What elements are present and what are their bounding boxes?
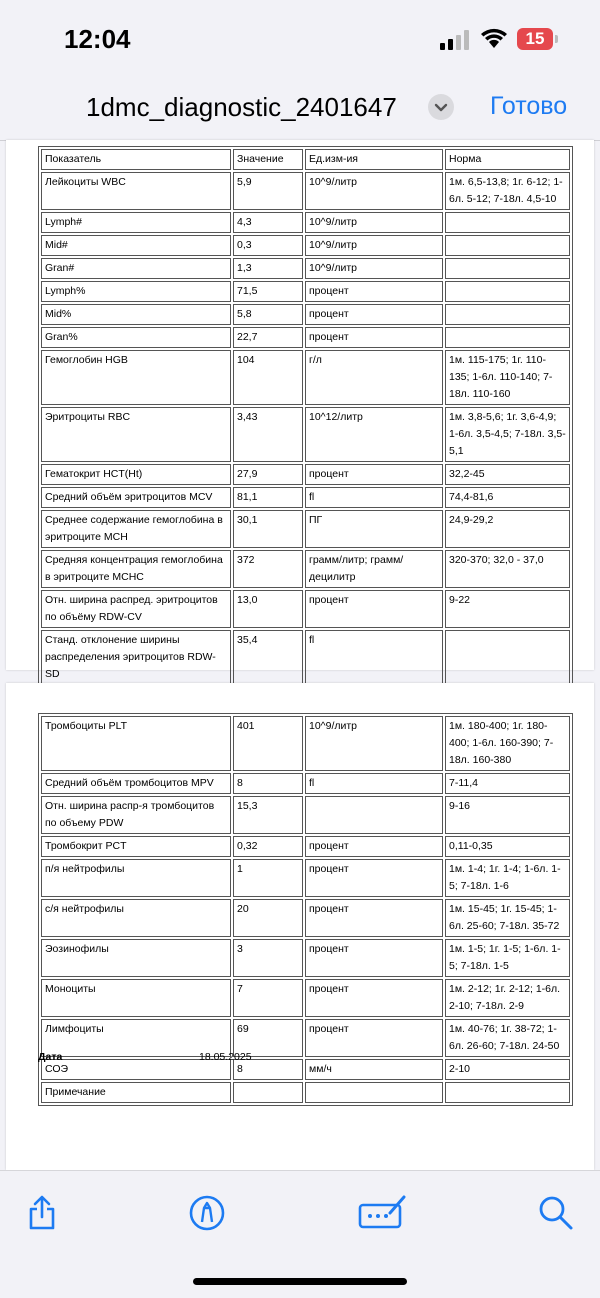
value-cell: 71,5 <box>233 281 303 302</box>
table-row <box>41 1082 570 1103</box>
norm-cell <box>445 327 570 348</box>
unit-cell: 10^12/литр <box>305 407 443 462</box>
value-cell: 69 <box>233 1019 303 1057</box>
norm-cell: 1м. 180-400; 1г. 180-400; 1-6л. 160-390; 7-18л. 160-380 <box>445 716 570 771</box>
norm-cell: 24,9-29,2 <box>445 510 570 548</box>
unit-cell: процент <box>305 859 443 897</box>
norm-cell <box>445 630 570 685</box>
unit-cell: процент <box>305 304 443 325</box>
table-row <box>41 836 570 857</box>
value-cell: 8 <box>233 773 303 794</box>
column-header: Ед.изм-ия <box>305 149 443 170</box>
indicator-cell: Mid% <box>41 304 231 325</box>
table-row <box>41 407 570 462</box>
indicator-cell: Лимфоциты <box>41 1019 231 1057</box>
indicator-cell: Тромбоциты PLT <box>41 716 231 771</box>
norm-cell: 2-10 <box>445 1059 570 1080</box>
table-row <box>41 510 570 548</box>
search-icon[interactable] <box>536 1193 576 1233</box>
date-label: Дата <box>38 1051 63 1063</box>
table-row <box>41 630 570 685</box>
indicator-cell: СОЭ <box>41 1059 231 1080</box>
indicator-cell: Гематокрит HCT(Ht) <box>41 464 231 485</box>
value-cell: 7 <box>233 979 303 1017</box>
table-row <box>41 281 570 302</box>
value-cell: 30,1 <box>233 510 303 548</box>
column-header: Норма <box>445 149 570 170</box>
value-cell: 5,9 <box>233 172 303 210</box>
unit-cell: процент <box>305 939 443 977</box>
unit-cell: грамм/литр; грамм/децилитр <box>305 550 443 588</box>
table-row <box>41 859 570 897</box>
unit-cell: процент <box>305 464 443 485</box>
unit-cell: ПГ <box>305 510 443 548</box>
indicator-cell: Станд. отклонение ширины распределения эритроцитов RDW-SD <box>41 630 231 685</box>
table-row <box>41 1019 570 1057</box>
norm-cell <box>445 1082 570 1103</box>
indicator-cell: Gran% <box>41 327 231 348</box>
table-row <box>41 350 570 405</box>
norm-cell: 1м. 40-76; 1г. 38-72; 1-6л. 26-60; 7-18л. 24-50 <box>445 1019 570 1057</box>
results-table-1 <box>38 146 573 688</box>
unit-cell: процент <box>305 836 443 857</box>
unit-cell: процент <box>305 899 443 937</box>
norm-cell: 74,4-81,6 <box>445 487 570 508</box>
document-page-2[interactable] <box>6 683 594 1170</box>
norm-cell: 1м. 6,5-13,8; 1г. 6-12; 1-6л. 5-12; 7-18л. 4,5-10 <box>445 172 570 210</box>
value-cell: 27,9 <box>233 464 303 485</box>
indicator-cell: Средний объём эритроцитов MCV <box>41 487 231 508</box>
unit-cell: 10^9/литр <box>305 212 443 233</box>
unit-cell: 10^9/литр <box>305 258 443 279</box>
value-cell: 4,3 <box>233 212 303 233</box>
unit-cell: процент <box>305 979 443 1017</box>
table-row <box>41 716 570 771</box>
indicator-cell: Lymph# <box>41 212 231 233</box>
norm-cell <box>445 304 570 325</box>
indicator-cell: Примечание <box>41 1082 231 1103</box>
table-row <box>41 327 570 348</box>
value-cell: 15,3 <box>233 796 303 834</box>
table-row <box>41 550 570 588</box>
norm-cell <box>445 212 570 233</box>
indicator-cell: Эритроциты RBC <box>41 407 231 462</box>
norm-cell: 1м. 1-5; 1г. 1-5; 1-6л. 1-5; 7-18л. 1-5 <box>445 939 570 977</box>
wifi-icon <box>480 26 508 50</box>
table-row <box>41 212 570 233</box>
table-row <box>41 172 570 210</box>
norm-cell <box>445 258 570 279</box>
unit-cell: fl <box>305 630 443 685</box>
unit-cell: fl <box>305 487 443 508</box>
document-page-1[interactable] <box>6 140 594 680</box>
title-menu-button[interactable] <box>428 94 454 120</box>
indicator-cell: Эозинофилы <box>41 939 231 977</box>
unit-cell: fl <box>305 773 443 794</box>
table-row <box>41 235 570 256</box>
indicator-cell: Gran# <box>41 258 231 279</box>
table-row <box>41 1059 570 1080</box>
table-row <box>41 464 570 485</box>
indicator-cell: Среднее содержание гемоглобина в эритроците MCH <box>41 510 231 548</box>
indicator-cell: Средний объём тромбоцитов MPV <box>41 773 231 794</box>
table-row <box>41 939 570 977</box>
unit-cell: 10^9/литр <box>305 716 443 771</box>
table-row <box>41 304 570 325</box>
value-cell: 3,43 <box>233 407 303 462</box>
unit-cell: процент <box>305 590 443 628</box>
annotate-icon[interactable] <box>358 1193 408 1233</box>
value-cell: 22,7 <box>233 327 303 348</box>
norm-cell: 7-11,4 <box>445 773 570 794</box>
norm-cell <box>445 235 570 256</box>
markup-icon[interactable] <box>187 1193 227 1233</box>
table-row <box>41 773 570 794</box>
table-row <box>41 487 570 508</box>
value-cell: 1,3 <box>233 258 303 279</box>
battery-tip <box>555 35 558 43</box>
unit-cell: процент <box>305 327 443 348</box>
chevron-down-icon <box>428 94 454 120</box>
unit-cell: 10^9/литр <box>305 172 443 210</box>
unit-cell: процент <box>305 1019 443 1057</box>
unit-cell: процент <box>305 281 443 302</box>
cellular-signal-icon <box>440 30 470 50</box>
norm-cell: 0,11-0,35 <box>445 836 570 857</box>
document-title[interactable]: 1dmc_diagnostic_2401647 <box>86 92 397 122</box>
unit-cell: 10^9/литр <box>305 235 443 256</box>
unit-cell <box>305 1082 443 1103</box>
table-row <box>41 796 570 834</box>
share-icon[interactable] <box>22 1193 62 1233</box>
value-cell: 372 <box>233 550 303 588</box>
indicator-cell: с/я нейтрофилы <box>41 899 231 937</box>
column-header: Значение <box>233 149 303 170</box>
norm-cell: 1м. 1-4; 1г. 1-4; 1-6л. 1-5; 7-18л. 1-6 <box>445 859 570 897</box>
value-cell: 3 <box>233 939 303 977</box>
table-row <box>41 590 570 628</box>
norm-cell: 1м. 115-175; 1г. 110-135; 1-6л. 110-140; 7-18л. 110-160 <box>445 350 570 405</box>
indicator-cell: Средняя концентрация гемоглобина в эритроците MCHC <box>41 550 231 588</box>
table-row <box>41 258 570 279</box>
date-value: 18.05.2025 <box>199 1051 252 1063</box>
status-bar <box>0 0 600 82</box>
indicator-cell: Тромбокрит PCT <box>41 836 231 857</box>
value-cell: 401 <box>233 716 303 771</box>
value-cell: 5,8 <box>233 304 303 325</box>
indicator-cell: п/я нейтрофилы <box>41 859 231 897</box>
norm-cell: 9-22 <box>445 590 570 628</box>
norm-cell <box>445 281 570 302</box>
norm-cell: 1м. 2-12; 1г. 2-12; 1-6л. 2-10; 7-18л. 2-9 <box>445 979 570 1017</box>
norm-cell: 32,2-45 <box>445 464 570 485</box>
navigation-bar <box>0 82 600 141</box>
value-cell: 8 <box>233 1059 303 1080</box>
norm-cell: 1м. 3,8-5,6; 1г. 3,6-4,9; 1-6л. 3,5-4,5; 7-18л. 3,5-5,1 <box>445 407 570 462</box>
indicator-cell: Лейкоциты WBC <box>41 172 231 210</box>
indicator-cell: Mid# <box>41 235 231 256</box>
home-indicator <box>193 1278 407 1285</box>
indicator-cell: Отн. ширина распред. эритроцитов по объёму RDW-CV <box>41 590 231 628</box>
indicator-cell: Гемоглобин HGB <box>41 350 231 405</box>
value-cell: 104 <box>233 350 303 405</box>
value-cell: 13,0 <box>233 590 303 628</box>
value-cell <box>233 1082 303 1103</box>
table-row <box>41 979 570 1017</box>
unit-cell: г/л <box>305 350 443 405</box>
value-cell: 1 <box>233 859 303 897</box>
value-cell: 20 <box>233 899 303 937</box>
value-cell: 0,32 <box>233 836 303 857</box>
column-header: Показатель <box>41 149 231 170</box>
indicator-cell: Отн. ширина распр-я тромбоцитов по объему PDW <box>41 796 231 834</box>
table-header-row <box>41 149 570 170</box>
results-table-2 <box>38 713 573 1106</box>
norm-cell: 9-16 <box>445 796 570 834</box>
unit-cell: мм/ч <box>305 1059 443 1080</box>
done-button[interactable]: Готово <box>490 92 568 120</box>
norm-cell: 1м. 15-45; 1г. 15-45; 1-6л. 25-60; 7-18л. 35-72 <box>445 899 570 937</box>
indicator-cell: Моноциты <box>41 979 231 1017</box>
status-time: 12:04 <box>64 24 131 54</box>
indicator-cell: Lymph% <box>41 281 231 302</box>
table-row <box>41 899 570 937</box>
norm-cell: 320-370; 32,0 - 37,0 <box>445 550 570 588</box>
value-cell: 0,3 <box>233 235 303 256</box>
battery-indicator: 15 <box>517 28 553 50</box>
unit-cell <box>305 796 443 834</box>
value-cell: 35,4 <box>233 630 303 685</box>
value-cell: 81,1 <box>233 487 303 508</box>
